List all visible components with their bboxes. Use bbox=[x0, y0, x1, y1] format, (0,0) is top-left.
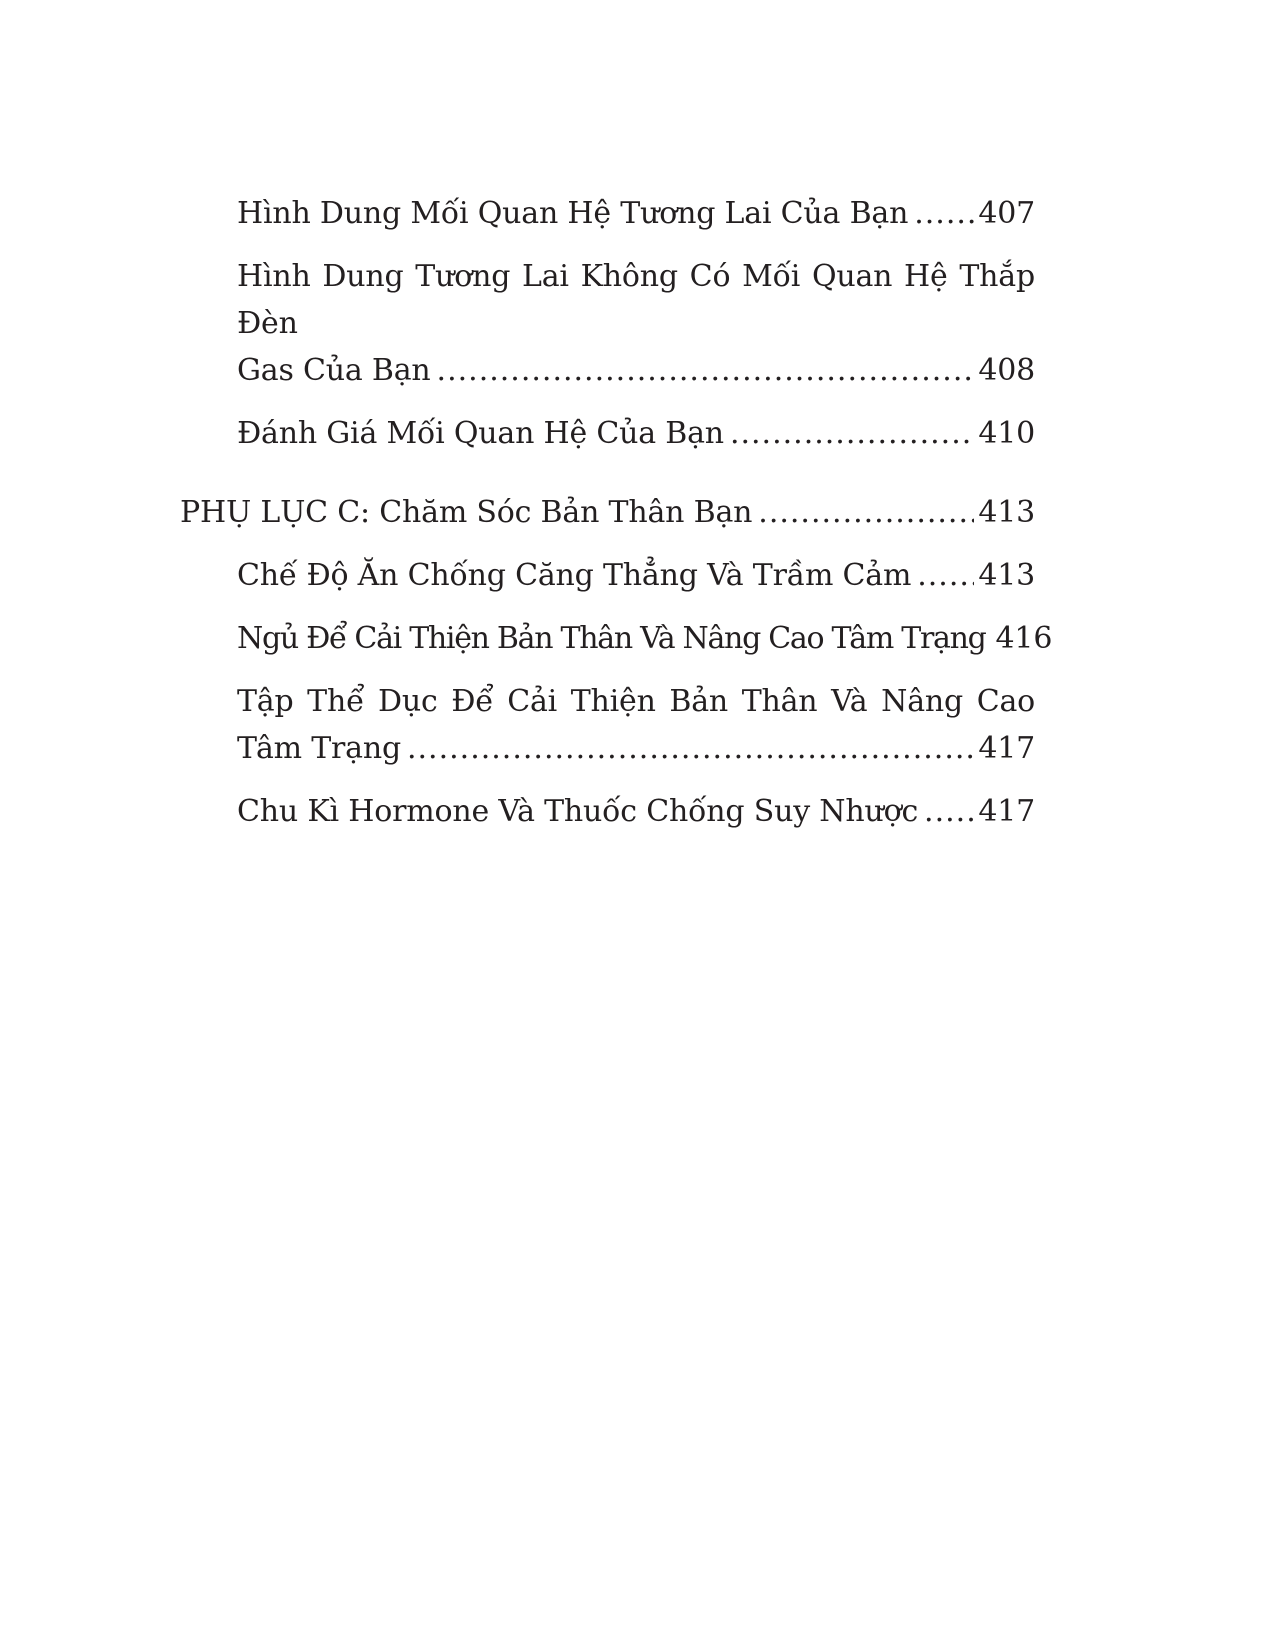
dot-leader bbox=[758, 489, 974, 536]
toc-entry-line bbox=[237, 347, 1035, 394]
toc-entry-line bbox=[180, 489, 1035, 536]
toc-entry-title-line1: Tập Thể Dục Để Cải Thiện Bản Thân Và Nâng Cao bbox=[237, 684, 1035, 719]
toc-entry-title: Ngủ Để Cải Thiện Bản Thân Và Nâng Cao Tâm Trạng bbox=[237, 621, 986, 656]
toc-entry-title: Chế Độ Ăn Chống Căng Thẳng Và Trầm Cảm bbox=[237, 558, 912, 593]
toc-entry-title: Hình Dung Mối Quan Hệ Tương Lai Của Bạn bbox=[237, 196, 909, 231]
toc-entry-appendix-c[interactable] bbox=[180, 489, 1035, 536]
table-of-contents bbox=[180, 190, 1053, 851]
toc-entry-page: 413 bbox=[978, 495, 1035, 530]
dot-leader bbox=[924, 788, 974, 835]
toc-entry-line bbox=[237, 552, 1035, 599]
toc-entry-page: 416 bbox=[995, 621, 1053, 656]
toc-entry-line bbox=[237, 190, 1035, 237]
dot-leader bbox=[407, 725, 974, 772]
toc-entry-title-line1: Hình Dung Tương Lai Không Có Mối Quan Hệ Thắp Đèn bbox=[237, 259, 1035, 341]
toc-entry-line bbox=[237, 788, 1035, 835]
toc-entry-line bbox=[237, 725, 1035, 772]
toc-entry-anti-stress-diet[interactable] bbox=[237, 552, 1035, 599]
dot-leader bbox=[917, 552, 974, 599]
dot-leader bbox=[730, 410, 974, 457]
toc-entry-title-line2: Tâm Trạng bbox=[237, 731, 401, 766]
toc-entry-page: 417 bbox=[978, 731, 1035, 766]
toc-entry-page: 410 bbox=[978, 416, 1035, 451]
toc-entry-page: 413 bbox=[978, 558, 1035, 593]
toc-entry-line bbox=[237, 615, 1053, 662]
toc-entry-page: 407 bbox=[978, 196, 1035, 231]
toc-entry-evaluate-relationship[interactable] bbox=[237, 410, 1035, 457]
toc-entry-title: Đánh Giá Mối Quan Hệ Của Bạn bbox=[237, 416, 724, 451]
toc-entry-future-relationship[interactable] bbox=[237, 190, 1035, 237]
toc-entry-title: PHỤ LỤC C: Chăm Sóc Bản Thân Bạn bbox=[180, 495, 753, 530]
toc-entry-exercise[interactable] bbox=[237, 678, 1035, 772]
dot-leader bbox=[914, 190, 974, 237]
dot-leader bbox=[437, 347, 975, 394]
toc-entry-title-line2: Gas Của Bạn bbox=[237, 353, 431, 388]
toc-entry-line bbox=[237, 410, 1035, 457]
toc-entry-future-without-gaslighting[interactable] bbox=[237, 253, 1035, 394]
toc-entry-page: 408 bbox=[978, 353, 1035, 388]
toc-entry-title: Chu Kì Hormone Và Thuốc Chống Suy Nhược bbox=[237, 794, 919, 829]
toc-entry-sleep[interactable] bbox=[237, 615, 1053, 662]
toc-entry-page: 417 bbox=[978, 794, 1035, 829]
toc-entry-hormone-cycle[interactable] bbox=[237, 788, 1035, 835]
